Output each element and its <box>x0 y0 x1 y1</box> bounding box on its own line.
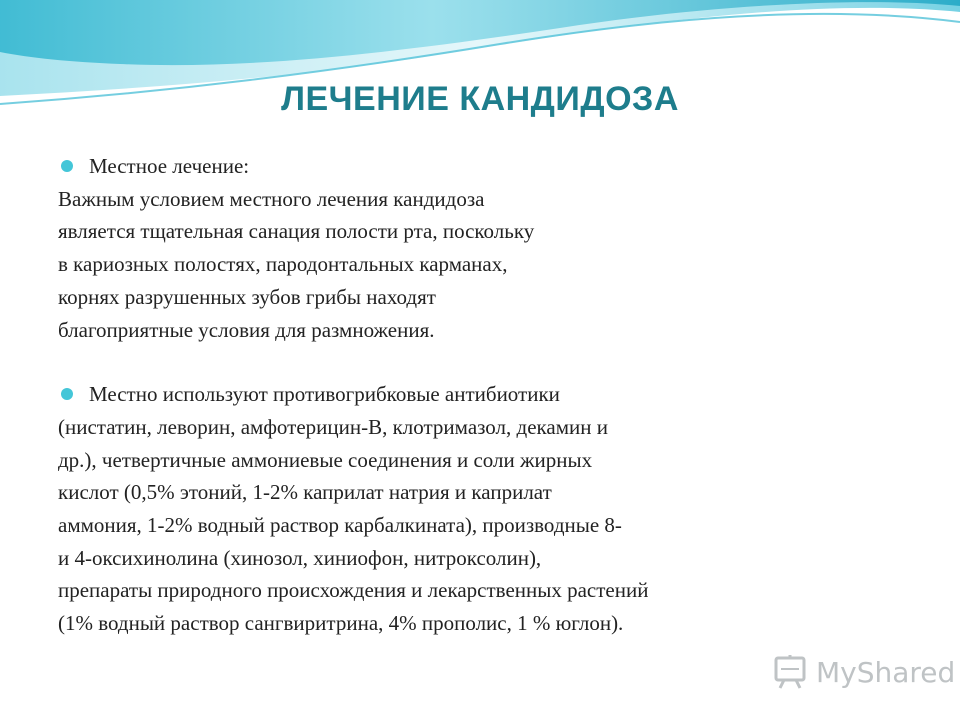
paragraph-local-treatment <box>58 150 938 346</box>
bullet-item <box>58 378 938 411</box>
header-wave-decoration <box>0 0 960 150</box>
paragraph-line: в кариозных полостях, пародонтальных карманах, <box>58 252 508 277</box>
paragraph-antifungal <box>58 378 938 640</box>
slide-title: ЛЕЧЕНИЕ КАНДИДОЗА <box>281 80 679 118</box>
bullet-item <box>58 150 938 183</box>
paragraph-line: аммония, 1-2% водный раствор карбалкината), производные 8- <box>58 513 622 538</box>
slide-body <box>58 150 938 640</box>
bullet-text: Местно используют противогрибковые антибиотики <box>89 382 560 407</box>
paragraph-line: корнях разрушенных зубов грибы находят <box>58 284 436 309</box>
presentation-board-icon <box>772 654 808 690</box>
watermark-text: MyShared <box>816 655 956 689</box>
paragraph-line: благоприятные условия для размножения. <box>58 317 435 342</box>
bullet-text: Местное лечение: <box>89 154 250 178</box>
bullet-dot-icon <box>61 160 73 172</box>
paragraph-line: Важным условием местного лечения кандидоза <box>58 186 485 211</box>
paragraph-line: кислот (0,5% этоний, 1-2% каприлат натрия и каприлат <box>58 480 552 505</box>
paragraph-line: (нистатин, леворин, амфотерицин-В, клотримазол, декамин и <box>58 414 608 439</box>
watermark <box>772 654 955 690</box>
paragraph-line: является тщательная санация полости рта, поскольку <box>58 219 535 244</box>
paragraph-line: (1% водный раствор сангвиритрина, 4% прополис, 1 % юглон). <box>58 611 624 636</box>
bullet-dot-icon <box>61 388 73 400</box>
paragraph-line: др.), четвертичные аммониевые соединения и соли жирных <box>58 447 593 472</box>
paragraph-line: и 4-оксихинолина (хинозол, хиниофон, нитроксолин), <box>58 545 542 570</box>
paragraph-spacer <box>58 346 938 378</box>
paragraph-line: препараты природного происхождения и лекарственных растений <box>58 578 649 603</box>
wave-dark-band <box>0 0 960 65</box>
